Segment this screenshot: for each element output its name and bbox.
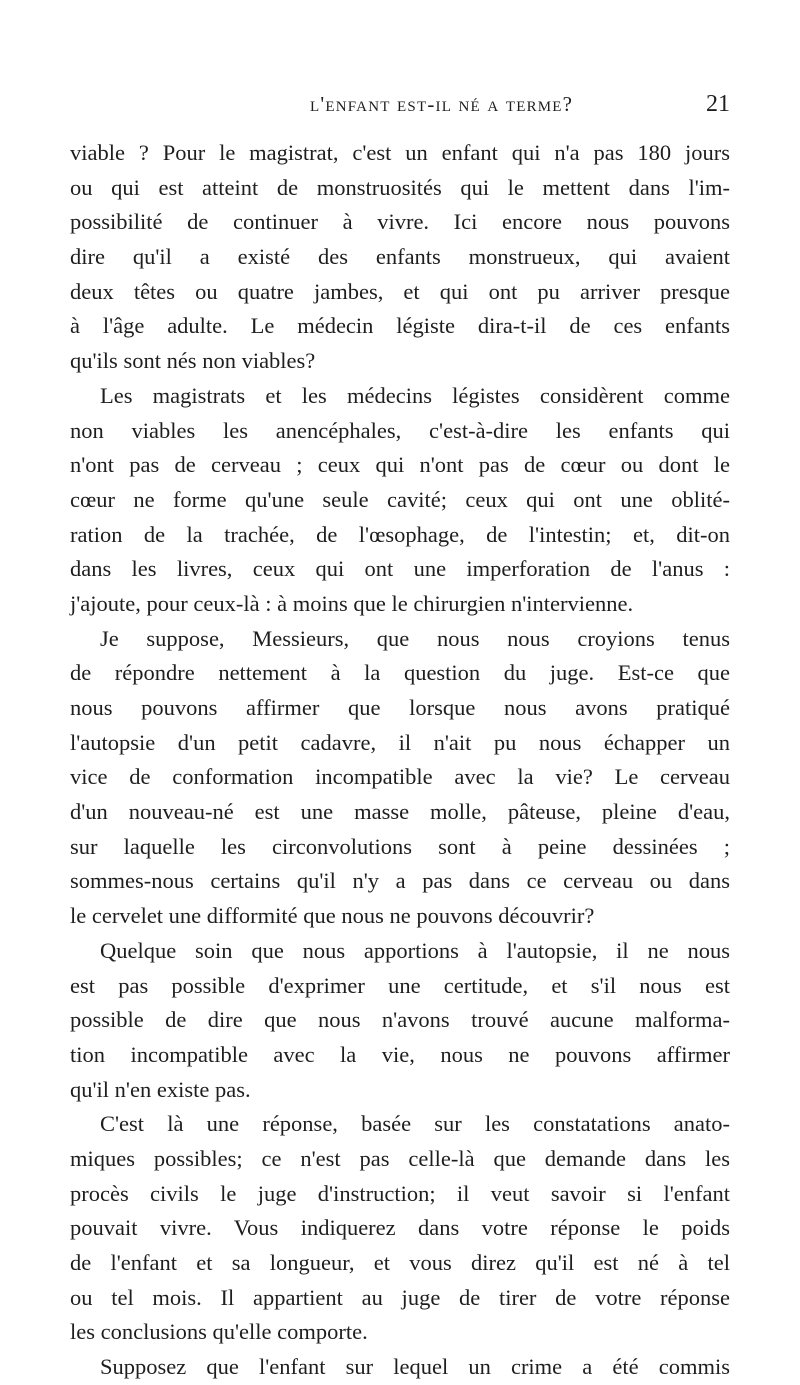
text-line: ration de la trachée, de l'œsophage, de l'intestin; et, dit-on [70, 521, 730, 547]
text-line: deux têtes ou quatre jambes, et qui ont pu arriver presque [70, 278, 730, 304]
text-line: procès civils le juge d'instruction; il veut savoir si l'enfant [70, 1180, 730, 1206]
text-line: de répondre nettement à la question du juge. Est-ce que [70, 660, 730, 686]
text-line: Je suppose, Messieurs, que nous nous croyions tenus [100, 625, 730, 651]
text-line: Les magistrats et les médecins légistes considèrent comme [100, 382, 730, 408]
text-line: non viables les anencéphales, c'est-à-dire les enfants qui [70, 417, 730, 443]
text-line: vice de conformation incompatible avec la vie? Le cerveau [70, 764, 730, 790]
text-line: miques possibles; ce n'est pas celle-là que demande dans les [70, 1145, 730, 1171]
text-line: viable ? Pour le magistrat, c'est un enfant qui n'a pas 180 jours [70, 140, 730, 165]
text-line: C'est là une réponse, basée sur les constatations anato- [100, 1111, 730, 1137]
running-title: l'enfant est-il né a terme? [310, 92, 574, 116]
text-line: Quelque soin que nous apportions à l'autopsie, il ne nous [100, 937, 730, 963]
text-line: possibilité de continuer à vivre. Ici encore nous pouvons [70, 209, 730, 235]
text-line: cœur ne forme qu'une seule cavité; ceux qui ont une oblité- [70, 486, 730, 512]
text-line: à l'âge adulte. Le médecin légiste dira-t-il de ces enfants [70, 313, 730, 339]
page-number: 21 [706, 91, 730, 117]
text-line: est pas possible d'exprimer une certitude, et s'il nous est [70, 972, 730, 998]
text-line: dire qu'il a existé des enfants monstrueux, qui avaient [70, 244, 730, 270]
text-line: n'ont pas de cerveau ; ceux qui n'ont pas de cœur ou dont le [70, 452, 730, 478]
text-line: sommes-nous certains qu'il n'y a pas dans ce cerveau ou dans [70, 868, 730, 894]
text-line: de l'enfant et sa longueur, et vous direz qu'il est né à tel [70, 1250, 730, 1275]
text-line: j'ajoute, pour ceux-là : à moins que le chirurgien n'intervienne. [70, 590, 634, 616]
text-line: qu'ils sont nés non viables? [70, 348, 316, 374]
text-line: Supposez que l'enfant sur lequel un crime a été commis [100, 1354, 730, 1380]
text-line: ou tel mois. Il appartient au juge de tirer de votre réponse [70, 1284, 730, 1310]
text-line: qu'il n'en existe pas. [70, 1076, 251, 1102]
text-line: les conclusions qu'elle comporte. [70, 1319, 368, 1345]
text-line: dans les livres, ceux qui ont une imperforation de l'anus : [70, 556, 730, 582]
text-line: ou qui est atteint de monstruosités qui le mettent dans l'im- [70, 174, 730, 200]
text-line: possible de dire que nous n'avons trouvé aucune malforma- [70, 1007, 730, 1033]
text-line: d'un nouveau-né est une masse molle, pâteuse, pleine d'eau, [70, 799, 730, 825]
text-line: tion incompatible avec la vie, nous ne pouvons affirmer [70, 1041, 730, 1067]
text-line: pouvait vivre. Vous indiquerez dans votre réponse le poids [70, 1215, 730, 1241]
text-line: le cervelet une difformité que nous ne pouvons découvrir? [70, 903, 595, 929]
text-line: l'autopsie d'un petit cadavre, il n'ait pu nous échapper un [70, 729, 730, 755]
text-line: sur laquelle les circonvolutions sont à peine dessinées ; [70, 833, 730, 859]
body-text [70, 136, 730, 1385]
text-line: nous pouvons affirmer que lorsque nous avons pratiqué [70, 695, 730, 720]
